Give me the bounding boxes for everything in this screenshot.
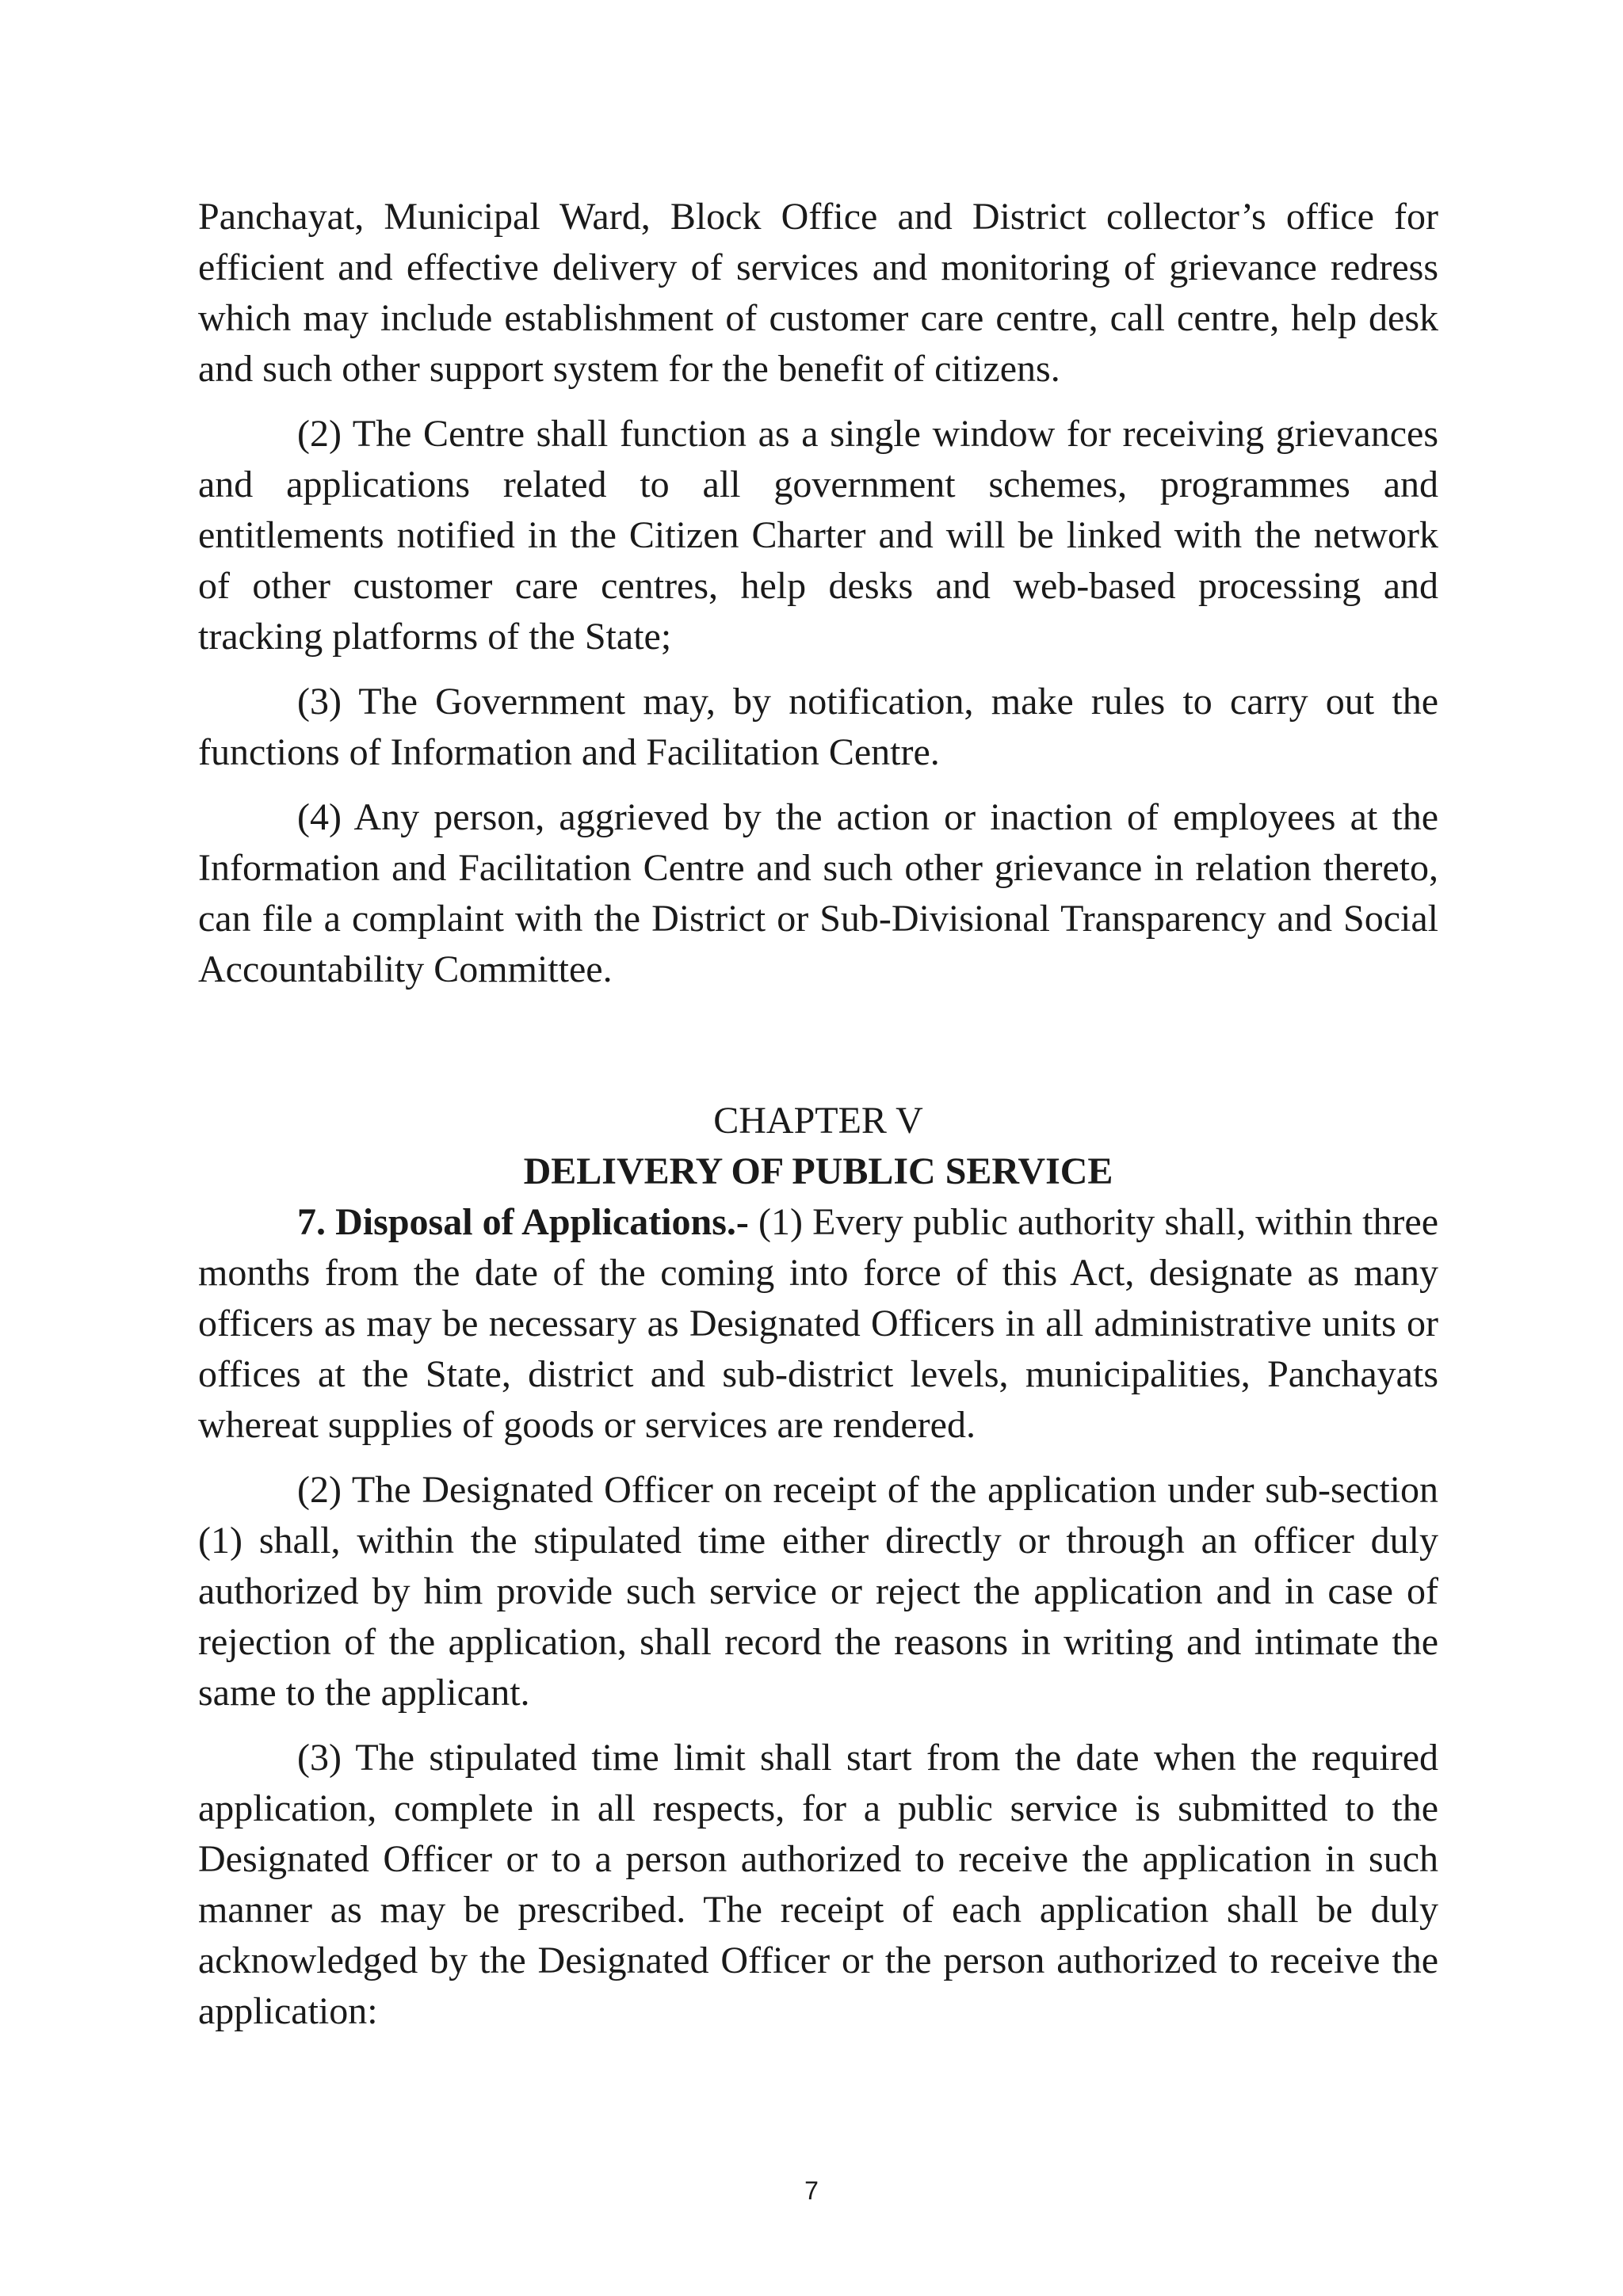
chapter-number: CHAPTER V (713, 1100, 923, 1142)
section-7-subsection-1 (198, 1197, 1438, 1451)
paragraph-sub-2: (2) The Centre shall function as a single window for receiving grievances and applications related to all government schemes, programmes and entitlements notified in the Citizen Charter and will be linked with the network of other customer care centres, help desks and web-based processing and tracking platforms of the State; (198, 413, 1438, 658)
paragraph-sub-3: (3) The Government may, by notification, make rules to carry out the functions of Information and Facilitation Centre. (198, 681, 1438, 773)
page-body (198, 192, 1438, 2037)
section-7-subsection-2: (2) The Designated Officer on receipt of the application under sub-section (1) shall, within the stipulated time either directly or through an officer duly authorized by him provide such service or reject the application and in case of rejection of the application, shall record the reasons in writing and intimate the same to the applicant. (198, 1469, 1438, 1714)
paragraph-sub-4: (4) Any person, aggrieved by the action or inaction of employees at the Information and Facilitation Centre and such other grievance in relation thereto, can file a complaint with the District or Sub-Divisional Transparency and Social Accountability Committee. (198, 796, 1438, 990)
page-number: 7 (804, 2176, 819, 2205)
paragraph-continuation: Panchayat, Municipal Ward, Block Office and District collector’s office for efficient and effective delivery of services and monitoring of grievance redress which may include establishment of customer care centre, call centre, help desk and such other support system for the benefit of citizens. (198, 196, 1438, 390)
chapter-title: DELIVERY OF PUBLIC SERVICE (523, 1150, 1113, 1192)
section-7-subsection-3: (3) The stipulated time limit shall start from the date when the required application, complete in all respects, for a public service is submitted to the Designated Officer or to a person authorized to receive the application in such manner as may be prescribed. The receipt of each application shall be duly acknowledged by the Designated Officer or the person authorized to receive the application: (198, 1737, 1438, 2032)
section-heading: 7. Disposal of Applications.- (297, 1201, 749, 1243)
section-7-text-1: (1) Every public authority shall, within three months from the date of the coming into force of this Act, designate as many officers as may be necessary as Designated Officers in all administrative units or offices at the State, district and sub-district levels, municipalities, Panchayats whereat supplies of goods or services are rendered. (198, 1201, 1439, 1446)
